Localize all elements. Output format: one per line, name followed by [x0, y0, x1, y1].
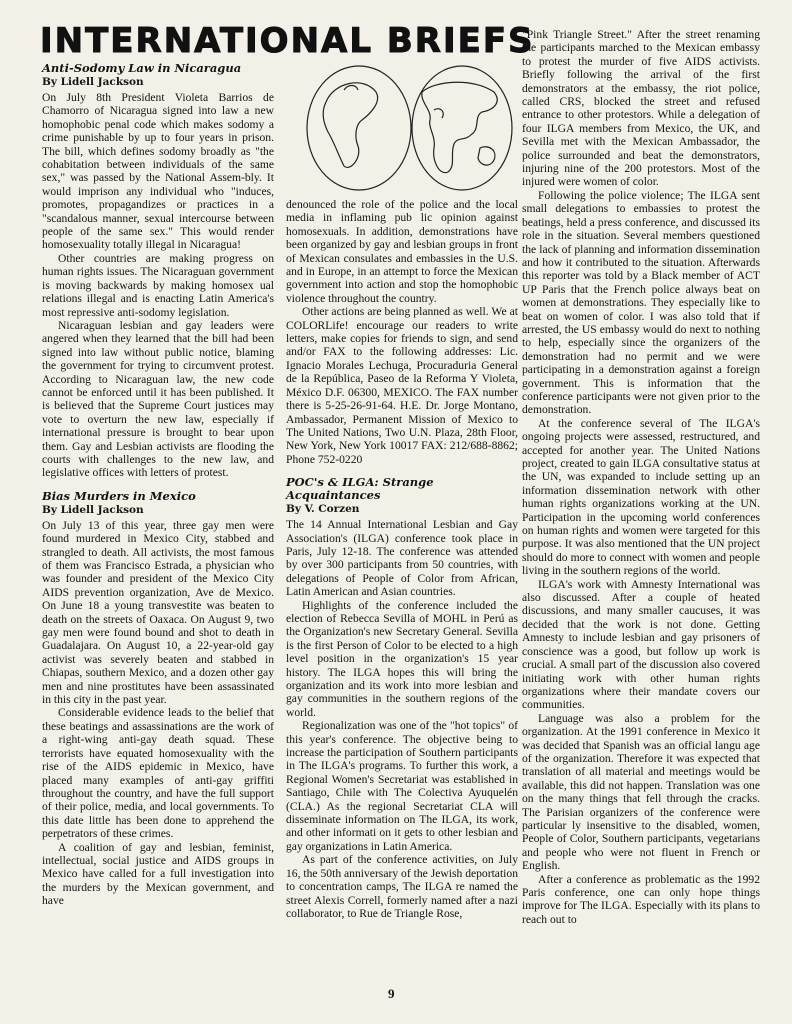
article-paragraph: As part of the conference activities, on July 16, the 50th anniversary of the Jewish deportation to concentration camps, The ILGA re named the street Alexis Correll, formerly named after a nazi collaborator, to Rue de Triangle Rose,	[286, 853, 518, 920]
column-middle	[286, 198, 518, 920]
article-byline: By Lidell Jackson	[42, 76, 144, 88]
article-paragraph: "Pink Triangle Street." After the street renaming the participants marched to the Mexican embassy to protest the murder of five AIDS activists. Briefly following the arrival of the first demonstrators at the embassy, the riot police, called CRS, blocked the street and refused entrance to other protestors. While a delegation of four ILGA members from Mexico, the UK, and Sevilla met with the Mexican Ambassador, the police surrounded and beat the demonstrators, injuring nine of the 200 protestors. Most of the injured were women of color.	[522, 28, 760, 189]
article-paragraph: Considerable evidence leads to the belief that these beatings and assassinations are the work of a right-wing anti-gay death squad. These terrorists have equated homosexuality with the rise of the AIDS epidemic in Mexico, have placed many examples of anti-gay griffiti throughout the country, and have the full support of their police, media, and local governments. To this date little has been done to apprehend the perpetrators of these crimes.	[42, 706, 274, 841]
article-paragraph: Highlights of the conference included the election of Rebecca Sevilla of MOHL in Perú as the Organization's new Secretary General. Sevilla is the first Person of Color to be elected to a high level position in the organization's 15 year history. The ILGA hopes this will bring the organization and its work into more lesbian and gay communities in the southern regions of the world.	[286, 598, 518, 719]
article-paragraph: After a conference as problematic as the 1992 Paris conference, one can only hope things improve for The ILGA. Especially with its plans to reach out to	[522, 872, 760, 926]
article-headline-nicaragua: Anti-Sodomy Law in Nicaragua	[42, 61, 242, 75]
article-paragraph: On July 8th President Violeta Barrios de Chamorro of Nicaragua signed into law a new homophobic penal code which makes sodomy a crime punishable by up to four years in prison. The bill, which defines sodomy broadly as "the cohabitation between individuals of the same sex," was passed by the National Assem-bly. It would imprison any individual who "induces, promotes, propagandizes or practices in a "scandalous manner, sexual intercourse between people of the same sex." This would render homosexuality totally illegal in Nicaragua!	[42, 91, 274, 252]
article-paragraph: The 14 Annual International Lesbian and Gay Association's (ILGA) conference took place in Paris, July 12-18. The conference was attended by over 300 participants from 50 countries, with delegations of People of Color from African, Latin American and Asian countries.	[286, 518, 518, 599]
world-map-illustration	[304, 62, 514, 194]
column-right	[522, 28, 760, 926]
column-left	[42, 62, 274, 908]
article-byline: By V. Corzen	[286, 503, 360, 516]
article-paragraph: On July 13 of this year, three gay men were found murdered in Mexico City, stabbed and strangled to death. All activists, the most famous of them was Francisco Estrada, a physician who was founder and president of the Mexico City AIDS prevention organization, Ave de Mexico. On June 18 a young transvestite was beaten to death on the streets of Oaxaca. On August 9, two gay men were found bound and shot to death in Guadalajara. On August 10, a 22-year-old gay activist was severely beaten and stabbed in Chiapas, southern Mexico, and a dozen other gay men and nine prostitutes have been assassinated in this city in the past year.	[42, 518, 274, 707]
article-headline-ilga: POC's & ILGA: Strange Acquaintances	[286, 475, 434, 503]
article-paragraph: Other countries are making progress on human rights issues. The Nicaraguan government is moving backwards by making homosex ual relations illegal and is enacting Latin America's most repressive anti-sodomy legislation.	[42, 251, 274, 319]
article-byline: By Lidell Jackson	[42, 503, 144, 516]
article-paragraph: ILGA's work with Amnesty International was also discussed. After a couple of heated discussions, and many smaller caucuses, it was decided that the work is not done. Getting Amnesty to include lesbian and gay prisoners of conscience was a good, but follow up work is crucial. A small part of the discussion also covered initiating work with other human rights organizations where their mandate covers our communities.	[522, 577, 760, 712]
article-paragraph: Nicaraguan lesbian and gay leaders were angered when they learned that the bill had been signed into law without public notice, blaming the government for trying to circumvent protest. According to Nicaraguan law, the new code cannot be enforced until it has been published. It is believed that the Supreme Court justices may vote to overturn the new law, especially if international pressure is brought to bear upon them. Gay and Lesbian activists are flooding the courts with challenges to the new law, and legislative offices with letters of protest.	[42, 318, 274, 480]
article-paragraph: At the conference several of The ILGA's ongoing projects were assessed, restructured, and accepted for another year. The United Nations project, created to gain ILGA consultative status at the UN, was expanded to include setting up an information dissemination network with other human rights organizations working at the UN. Participation in the upcoming world conferences on human rights and women were targeted for this purpose. It was also mentioned that the UN project should do more to connect with women and people living in the southern regions of the world.	[522, 416, 760, 578]
article-paragraph: Other actions are being planned as well. We at COLORLife! encourage our readers to write letters, make copies for friends to sign, and send and/or FAX to the following addresses: Lic. Ignacio Morales Lechuga, Procuraduria General de la República, Paseo de la Reforma Y Violeta, México D.F. 06300, MEXICO. The FAX number there is 5-25-26-91-64. H.E. Dr. Jorge Montano, Ambassador, Permanent Mission of Mexico to The United Nations, Two U.N. Plaza, 28th Floor, New York, New York 10017 FAX: 212/688-8862; Phone 752-0220	[286, 305, 518, 466]
page-number: 9	[388, 986, 395, 1001]
section-masthead: INTERNATIONAL BRIEFS	[40, 21, 535, 61]
article-headline-mexico: Bias Murders in Mexico	[42, 488, 196, 503]
article-paragraph: Language was also a problem for the organization. At the 1991 conference in Mexico it was decided that Spanish was an official langu age of the organization. Therefore it was expected that translation of all material and meetings would be available, this did not happen. Translation was one on the many things that fell through the cracks. The Parisian organizers of the conference were particular ly insensitive to the disabled, women, People of Color, Southern participants, vegetarians and people who were not fluent in French or English.	[522, 711, 760, 873]
article-paragraph: Following the police violence; The ILGA sent small delegations to embassies to protest the beatings, held a press conference, and discussed its role in the situation. Several members questioned the lack of planning and information dissemination and how it contributed to the situation. Afterwards this reporter was told by a Black member of ACT UP Paris that the French police always beat on women at demonstrations. They especially like to beat on women of color. I was also told that if arrested, the US embassy would do next to nothing to help, especially since the organizers of the demonstration had no permit and we were participating in a demonstration against a foreign government. This is information that the conference participants were not given prior to the demonstration.	[522, 188, 760, 417]
article-paragraph: Regionalization was one of the "hot topics" of this year's conference. The objective being to increase the participation of Southern participants in The ILGA's programs. To further this work, a Regional Women's Secretariat was established in Santiago, Chile with The Colectiva Ayuquelén (CLA.) As the regional Secretariat CLA will disseminate information on The ILGA, its work, and other informati on it gets to other lesbian and gay organizations in Latin America.	[286, 719, 518, 853]
article-paragraph: A coalition of gay and lesbian, feminist, intellectual, social justice and AIDS groups in Mexico have called for a full investigation into the murders by the Mexican government, and have	[42, 840, 274, 908]
article-paragraph: denounced the role of the police and the local media in inflaming pub lic opinion against homosexuals. In addition, demonstrations have been organized by gay and lesbian groups in front of Mexican consulates and embassies in the U.S. and in Europe, in an attempt to force the Mexican government into action and stop the homophobic violence throughout the country.	[286, 198, 518, 305]
